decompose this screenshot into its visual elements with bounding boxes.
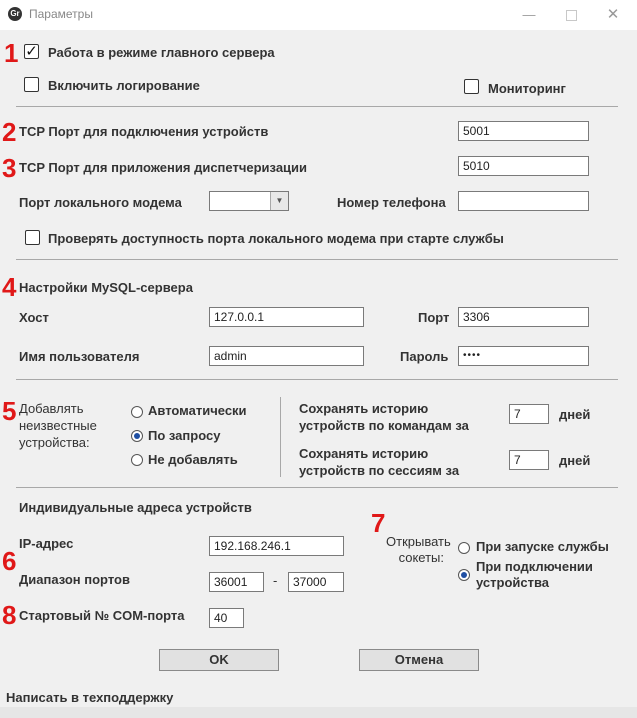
main-server-checkbox[interactable] [24,44,39,59]
phone-label: Номер телефона [337,195,446,210]
maximize-button[interactable] [550,0,592,30]
history-commands-unit: дней [559,407,591,422]
username-input[interactable] [209,346,364,366]
monitoring-checkbox[interactable] [464,79,479,94]
host-input[interactable] [209,307,364,327]
mysql-section-title: Настройки MySQL-сервера [19,280,193,295]
radio-on-request[interactable] [131,430,143,442]
marker-2: 2 [2,117,17,147]
close-button[interactable]: ✕ [606,6,620,23]
marker-4: 4 [2,272,17,302]
logging-label: Включить логирование [48,78,200,93]
com-port-label: Стартовый № COM-порта [19,608,185,623]
marker-8: 8 [2,600,17,630]
sockets-label-line1: Открывать [386,534,451,549]
divider-2 [16,259,618,260]
marker-7: 7 [371,508,386,538]
logging-checkbox[interactable] [24,77,39,92]
port-range-label: Диапазон портов [19,572,130,587]
password-input[interactable]: •••• [458,346,589,366]
username-label: Имя пользователя [19,349,140,364]
marker-1: 1 [4,38,19,68]
divider-1 [16,106,618,107]
tcp-device-port-input[interactable] [458,121,589,141]
radio-dot-icon [461,572,467,578]
unknown-devices-label [19,400,97,451]
mysql-port-input[interactable] [458,307,589,327]
ok-button[interactable]: OK [159,649,279,671]
ip-label: IP-адрес [19,536,74,551]
sockets-label [386,534,451,566]
tcp-dispatch-port-input[interactable] [458,156,589,176]
port-range-from-input[interactable] [209,572,264,592]
history-commands-line1: Сохранять историю [299,401,429,416]
radio-do-not-add-label: Не добавлять [148,452,238,467]
radio-sockets-on-start-label: При запуске службы [476,539,609,554]
individual-section-title: Индивидуальные адреса устройств [19,500,252,515]
modem-port-label: Порт локального модема [19,195,182,210]
sockets-label-line2: сокеты: [398,550,444,565]
support-link[interactable]: Написать в техподдержку [6,690,174,705]
history-sessions-input[interactable] [509,450,549,470]
divider-3 [16,379,618,380]
tcp-device-port-label: TCP Порт для подключения устройств [19,124,269,139]
phone-input[interactable] [458,191,589,211]
ip-input[interactable] [209,536,344,556]
radio-dot-icon [134,433,140,439]
maximize-icon [566,10,577,21]
host-label: Хост [19,310,49,325]
marker-5: 5 [2,396,17,426]
unknown-devices-label-line3: устройства: [19,435,90,450]
history-commands-input[interactable] [509,404,549,424]
divider-4 [16,487,618,488]
radio-sockets-on-connect-line2: устройства [476,575,550,590]
app-icon: Gr [8,7,22,21]
port-range-to-input[interactable] [288,572,344,592]
cancel-button[interactable]: Отмена [359,649,479,671]
port-range-dash: - [273,573,278,588]
history-sessions-line2: устройств по сессиям за [299,463,460,478]
monitoring-label: Мониторинг [488,81,566,96]
unknown-devices-label-line2: неизвестные [19,418,97,433]
status-bar [0,707,637,718]
window-title: Параметры [29,7,93,21]
minimize-button[interactable]: — [522,7,536,22]
unknown-devices-label-line1: Добавлять [19,401,84,416]
radio-sockets-on-connect[interactable] [458,569,470,581]
title-bar [0,0,637,30]
marker-3: 3 [2,153,17,183]
vertical-divider [280,397,281,477]
radio-sockets-on-connect-line1: При подключении [476,559,593,574]
radio-auto[interactable] [131,406,143,418]
check-modem-checkbox[interactable] [25,230,40,245]
modem-port-select[interactable] [209,191,289,211]
com-port-input[interactable] [209,608,244,628]
history-sessions-unit: дней [559,453,591,468]
radio-do-not-add[interactable] [131,454,143,466]
tcp-dispatch-port-label: TCP Порт для приложения диспетчеризации [19,160,308,175]
marker-6: 6 [2,546,17,576]
chevron-down-icon: ▼ [270,192,288,210]
history-commands-label [299,400,469,434]
checkmark-icon: ✓ [25,43,38,60]
check-modem-label: Проверять доступность порта локального модема при старте службы [48,231,504,246]
history-sessions-line1: Сохранять историю [299,446,429,461]
radio-auto-label: Автоматически [148,403,247,418]
history-sessions-label [299,445,459,479]
radio-sockets-on-connect-label [476,559,593,591]
mysql-port-label: Порт [418,310,450,325]
password-label: Пароль [400,349,449,364]
radio-on-request-label: По запросу [148,428,221,443]
radio-sockets-on-start[interactable] [458,542,470,554]
history-commands-line2: устройств по командам за [299,418,469,433]
main-server-label: Работа в режиме главного сервера [48,45,275,60]
